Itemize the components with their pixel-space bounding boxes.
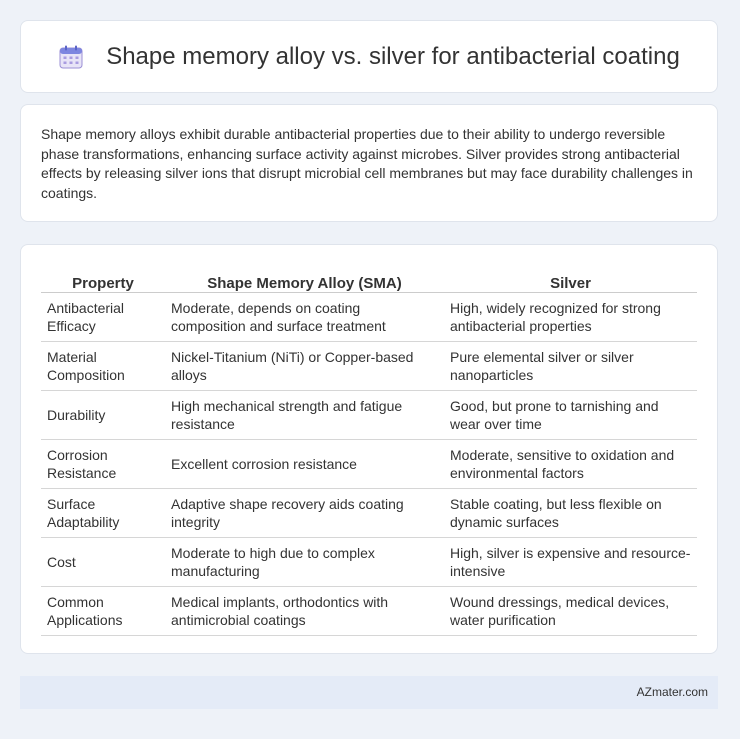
sma-cell: High mechanical strength and fatigue resistance — [165, 391, 444, 440]
property-cell: Antibacterial Efficacy — [41, 293, 165, 342]
table-row — [41, 587, 697, 636]
sma-cell: Nickel-Titanium (NiTi) or Copper-based alloys — [165, 342, 444, 391]
intro-card — [20, 104, 718, 222]
property-cell: Material Composition — [41, 342, 165, 391]
comparison-table — [41, 265, 697, 636]
table-row — [41, 391, 697, 440]
sma-cell: Moderate, depends on coating composition and surface treatment — [165, 293, 444, 342]
header-silver: Silver — [444, 265, 697, 293]
table-row — [41, 342, 697, 391]
footer-brand: AZmater.com — [636, 685, 708, 699]
table-row — [41, 440, 697, 489]
table-header-row — [41, 265, 697, 293]
page-title: Shape memory alloy vs. silver for antibacterial coating — [106, 42, 680, 70]
sma-cell: Moderate to high due to complex manufacturing — [165, 538, 444, 587]
silver-cell: Moderate, sensitive to oxidation and environmental factors — [444, 440, 697, 489]
comparison-card — [20, 244, 718, 654]
title-card — [20, 20, 718, 93]
table-row — [41, 489, 697, 538]
property-cell: Corrosion Resistance — [41, 440, 165, 489]
property-cell: Cost — [41, 538, 165, 587]
header-property: Property — [41, 265, 165, 293]
table-row — [41, 538, 697, 587]
silver-cell: Pure elemental silver or silver nanoparticles — [444, 342, 697, 391]
header-sma: Shape Memory Alloy (SMA) — [165, 265, 444, 293]
table-row — [41, 293, 697, 342]
silver-cell: High, widely recognized for strong antibacterial properties — [444, 293, 697, 342]
property-cell: Durability — [41, 391, 165, 440]
footer-bar — [20, 676, 718, 709]
silver-cell: Stable coating, but less flexible on dynamic surfaces — [444, 489, 697, 538]
sma-cell: Medical implants, orthodontics with antimicrobial coatings — [165, 587, 444, 636]
intro-text: Shape memory alloys exhibit durable antibacterial properties due to their ability to undergo reversible phase transformations, enhancing surface activity against microbes. Silver provides strong antibacterial effects by releasing silver ions that disrupt microbial cell membranes but may face durability challenges in coatings. — [41, 126, 693, 201]
sma-cell: Adaptive shape recovery aids coating integrity — [165, 489, 444, 538]
silver-cell: Good, but prone to tarnishing and wear over time — [444, 391, 697, 440]
property-cell: Common Applications — [41, 587, 165, 636]
silver-cell: High, silver is expensive and resource-intensive — [444, 538, 697, 587]
sma-cell: Excellent corrosion resistance — [165, 440, 444, 489]
silver-cell: Wound dressings, medical devices, water purification — [444, 587, 697, 636]
calendar-grid-icon — [58, 44, 84, 70]
property-cell: Surface Adaptability — [41, 489, 165, 538]
